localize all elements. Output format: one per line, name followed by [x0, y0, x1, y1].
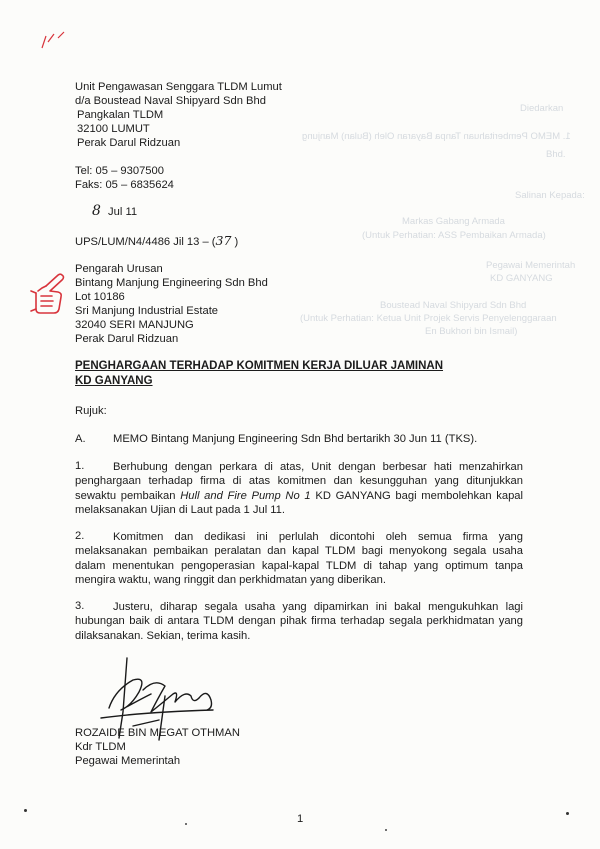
- signatory-title: Pegawai Memerintah: [75, 755, 181, 767]
- date-month-year: Jul 11: [108, 206, 138, 218]
- paragraph-number: 1.: [75, 460, 85, 472]
- paragraph-text: [75, 460, 523, 517]
- recipient-line: Lot 10186: [75, 291, 125, 303]
- rujuk-label: Rujuk:: [75, 405, 107, 417]
- ghost-salinan: Salinan Kepada:: [515, 190, 585, 201]
- reference-close: ): [231, 236, 239, 248]
- subject-line: KD GANYANG: [75, 375, 153, 387]
- ghost-bhd: Bhd.: [546, 149, 566, 160]
- fax: Faks: 05 – 6835624: [75, 179, 174, 191]
- letter-date: [92, 204, 137, 219]
- rujuk-text: MEMO Bintang Manjung Engineering Sdn Bhd bertarikh 30 Jun 11 (TKS).: [113, 433, 478, 445]
- subject-heading: [75, 359, 443, 389]
- recipient-line: Sri Manjung Industrial Estate: [75, 305, 219, 317]
- scan-speck: [566, 812, 569, 815]
- signatory-block: [75, 726, 240, 768]
- sender-line: d/a Boustead Naval Shipyard Sdn Bhd: [75, 95, 266, 107]
- subject-line: PENGHARGAAN TERHADAP KOMITMEN KERJA DILUAR JAMINAN: [75, 360, 444, 372]
- scan-speck: [185, 823, 187, 825]
- scan-speck: [385, 829, 387, 831]
- reference-text: UPS/LUM/N4/4486 Jil 13 – (: [75, 236, 216, 248]
- signatory-name: ROZAIDE BIN MEGAT OTHMAN: [75, 727, 240, 739]
- pointing-hand-stamp-icon: [28, 267, 70, 315]
- recipient-address: [75, 262, 268, 346]
- paragraph-3: [75, 600, 523, 643]
- paragraph-number: 3.: [75, 600, 85, 612]
- signatory-rank: Kdr TLDM: [75, 741, 126, 753]
- ghost-memo-line: 1. MEMO Pemberitahuan Tanpa Bayaran Oleh (Bulan) Manjung: [302, 131, 571, 142]
- paragraph-number: 2.: [75, 530, 85, 542]
- sender-line: Perak Darul Ridzuan: [77, 137, 181, 149]
- ghost-bs1: Boustead Naval Shipyard Sdn Bhd: [380, 300, 527, 311]
- sender-line: Pangkalan TLDM: [77, 109, 164, 121]
- ghost-pk1: Pegawai Memerintah: [486, 260, 576, 271]
- paragraph-1-text-a: Berhubung dengan perkara di atas, Unit dengan berbesar hati menzahirkan penghargaan terhadap firma di atas komitmen dan kesungguhan yang ditunjukkan sewaktu pembaikan: [75, 461, 523, 502]
- ghost-bs3: En Bukhori bin Ismail): [425, 326, 518, 337]
- scan-speck: [24, 809, 27, 812]
- paragraph-1-text-b: KD GANYANG bagi membolehkan kapal melaksanakan Ujian di Laut pada 1 Jul 11.: [75, 489, 523, 516]
- paragraph-1: [75, 460, 523, 517]
- ghost-bs2: (Untuk Perhatian: Ketua Unit Projek Servis Penyelenggaraan: [300, 313, 557, 324]
- ghost-pk2: KD GANYANG: [490, 273, 553, 284]
- recipient-line: Pengarah Urusan: [75, 263, 163, 275]
- date-day-handwritten: 8: [92, 203, 101, 219]
- ghost-diedarkan: Diedarkan: [520, 103, 564, 114]
- recipient-line: Perak Darul Ridzuan: [75, 333, 179, 345]
- paragraph-1-italic: Hull and Fire Pump No 1: [180, 489, 311, 502]
- reference-number: [75, 234, 238, 249]
- recipient-line: Bintang Manjung Engineering Sdn Bhd: [75, 277, 268, 289]
- ghost-mk1: Markas Gabang Armada: [402, 216, 505, 227]
- sender-line: Unit Pengawasan Senggara TLDM Lumut: [75, 81, 282, 93]
- ghost-mk2: (Untuk Perhatian: ASS Pembaikan Armada): [362, 230, 546, 241]
- red-tick-mark: [38, 30, 68, 52]
- paragraph-2: [75, 530, 523, 587]
- reference-handwritten: 37: [215, 233, 232, 248]
- telephone: Tel: 05 – 9307500: [75, 165, 164, 177]
- sender-line: 32100 LUMUT: [77, 123, 150, 135]
- recipient-line: 32040 SERI MANJUNG: [75, 319, 194, 331]
- sender-address: [75, 80, 282, 150]
- contact-block: [75, 164, 174, 192]
- rujuk-marker: A.: [75, 433, 86, 445]
- paragraph-3-text: Justeru, diharap segala usaha yang dipamirkan ini bakal mengukuhkan lagi hubungan baik di antara TLDM dengan pihak firma terhadap segala perkhidmatan yang dilaksanakan. Sekian, terima kasih.: [75, 601, 523, 642]
- page-number: 1: [297, 813, 304, 825]
- paragraph-2-text: Komitmen dan dedikasi ini perlulah dicontohi oleh semua firma yang melaksanakan pembaikan peralatan dan kapal TLDM bagi menyokong segala usaha dalam menentukan pengoperasian kapal-kapal TLDM di tahap yang optimum tanpa mengira waktu, wang ringgit dan perkhidmatan yang diberikan.: [75, 531, 523, 586]
